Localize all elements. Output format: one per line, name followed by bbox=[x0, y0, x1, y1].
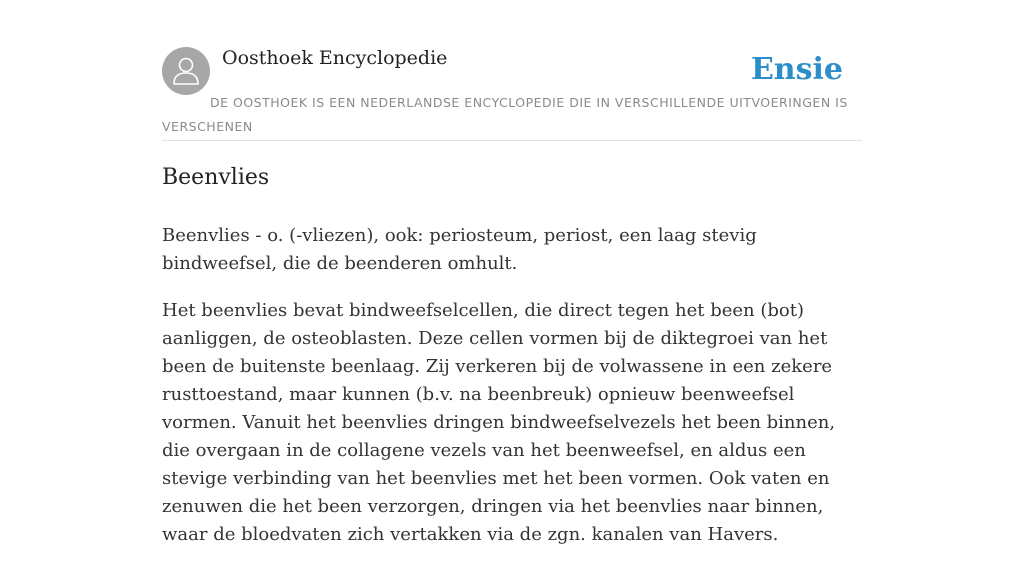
article bbox=[162, 160, 867, 568]
user-icon bbox=[172, 56, 200, 86]
source-tagline: DE OOSTHOEK IS EEN NEDERLANDSE ENCYCLOPEDIE DIE IN VERSCHILLENDE UITVOERINGEN IS VERSCHENEN bbox=[162, 95, 848, 134]
avatar[interactable] bbox=[162, 47, 210, 95]
source-header bbox=[162, 46, 862, 141]
article-paragraph: Beenvlies - o. (-vliezen), ook: periosteum, periost, een laag stevig bindweefsel, die de beenderen omhult. bbox=[162, 225, 757, 274]
article-paragraph: Het beenvlies bevat bindweefselcellen, die direct tegen het been (bot) aanliggen, de osteoblasten. Deze cellen vormen bij de diktegroei van het been de buitenste beenlaag. Zij verkeren bij de volwassene in een zekere rusttoestand, maar kunnen (b.v. na beenbreuk) opnieuw beenweefsel vormen. Vanuit het beenvlies dringen bindweefselvezels het been binnen, die overgaan in de collagene vezels van het beenweefsel, en aldus een stevige verbinding van het beenvlies met het been vormen. Ook vaten en zenuwen die het been verzorgen, dringen via het beenvlies naar binnen, waar de bloedvaten zich vertakken via de zgn. kanalen van Havers. bbox=[162, 300, 836, 545]
ensie-logo[interactable]: Ensie bbox=[750, 52, 843, 87]
page-title: Beenvlies bbox=[162, 165, 270, 190]
source-name-link[interactable]: Oosthoek Encyclopedie bbox=[222, 47, 448, 69]
